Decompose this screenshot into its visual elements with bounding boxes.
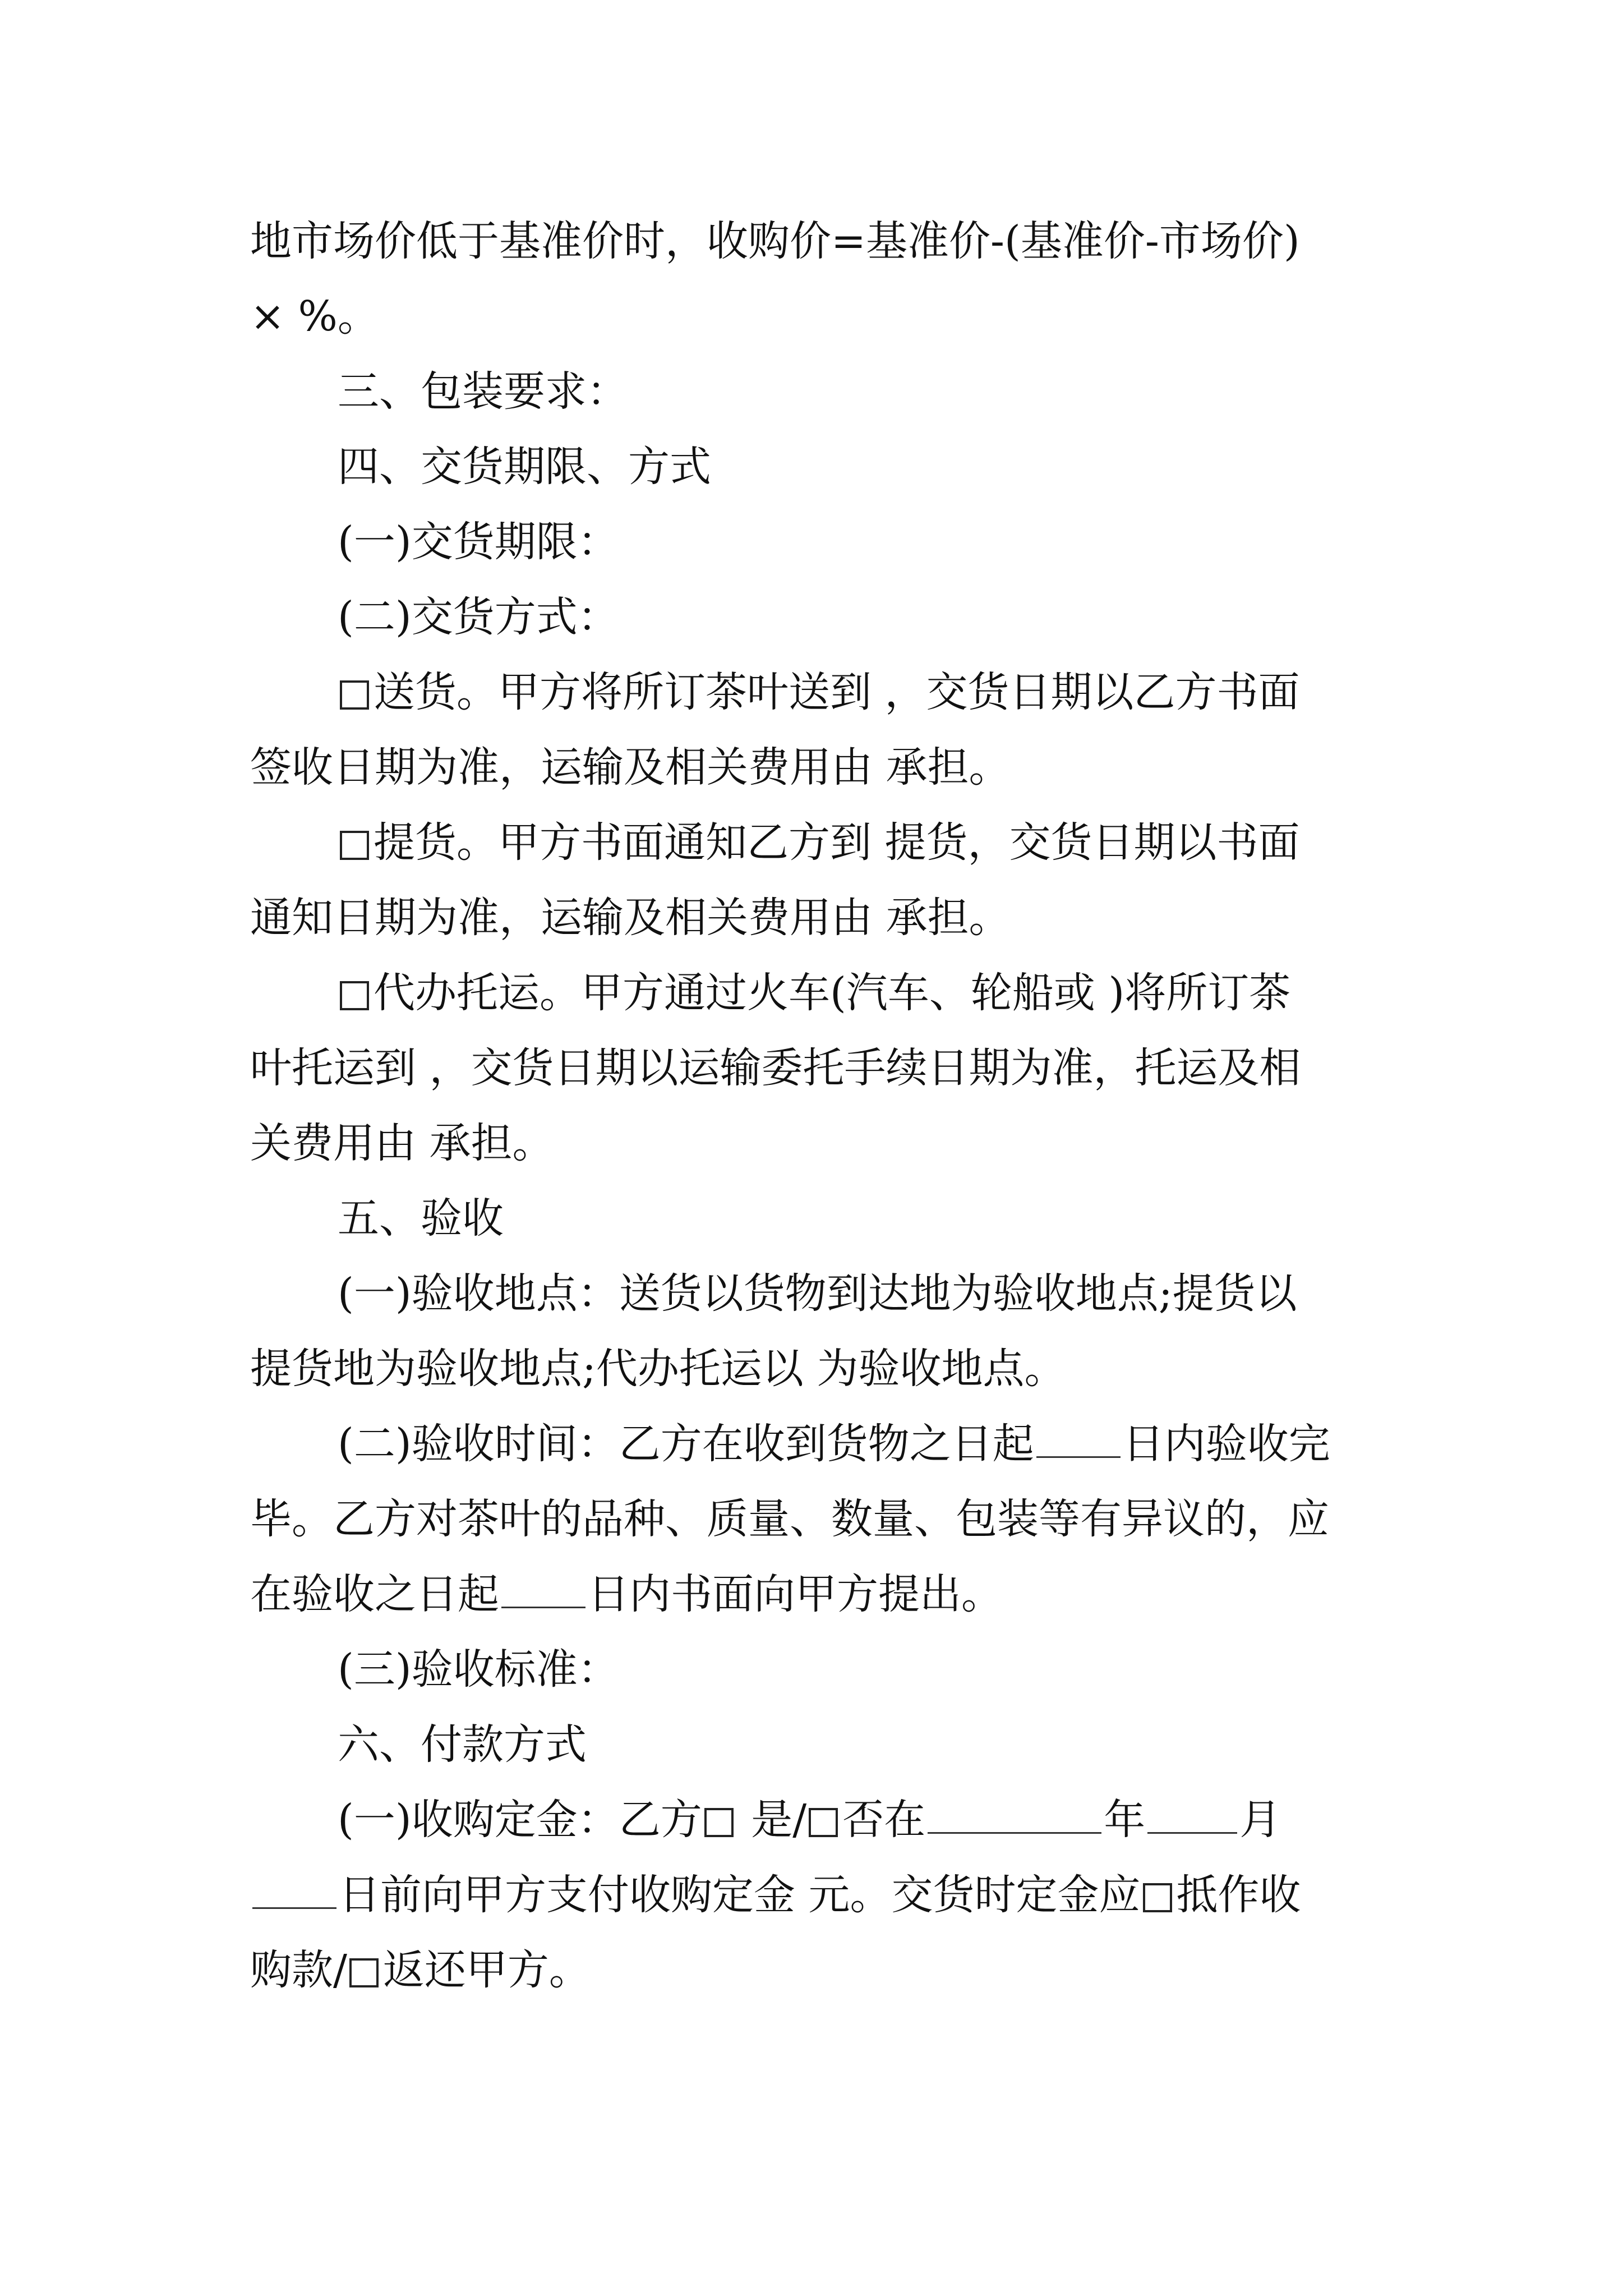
paragraph-line: [250, 1406, 1377, 1481]
checkbox[interactable]: [340, 680, 369, 710]
text-segment: 在验收之日起: [250, 1570, 499, 1618]
checkbox[interactable]: [704, 1808, 734, 1837]
paragraph-line: [250, 1557, 1377, 1632]
text-segment: 否在: [842, 1796, 926, 1844]
option-consignment: [250, 955, 1377, 1030]
text-segment: 是/: [737, 1796, 807, 1844]
option-text: 送货。甲方将所订茶叶送到 ，交货日期以乙方书面: [374, 668, 1300, 716]
option-delivery: [250, 655, 1377, 730]
blank-field[interactable]: [501, 1571, 585, 1608]
paragraph-line: [250, 1857, 1377, 1932]
checkbox[interactable]: [809, 1808, 838, 1837]
document-body: [250, 204, 1377, 2008]
paragraph-line: 地市场价低于基准价时，收购价=基准价-(基准价-市场价): [250, 217, 1300, 265]
section-heading: 三、包装要求：: [338, 367, 628, 416]
section-heading: 四、交货期限、方式: [338, 443, 711, 491]
blank-field-year[interactable]: [928, 1796, 1101, 1834]
subsection-heading: (一)交货期限：: [338, 518, 619, 566]
paragraph-line: 毕。乙方对茶叶的品种、质量、数量、包装等有异议的，应: [250, 1495, 1329, 1543]
text-segment: 日前向甲方支付收购定金 元。交货时定金应: [339, 1871, 1141, 1919]
text-segment: 购款/: [250, 1946, 347, 1994]
checkbox[interactable]: [340, 831, 369, 860]
text-segment: 年: [1104, 1796, 1146, 1844]
paragraph-line: 通知日期为准，运输及相关费用由 承担。: [250, 894, 1011, 942]
option-text: 代办托运。甲方通过火车(汽车、轮船或 )将所订茶: [374, 969, 1291, 1017]
paragraph-line: [250, 1932, 1377, 2008]
paragraph-line: 提货地为验收地点;代办托运以 为验收地点。: [250, 1345, 1066, 1393]
text-segment: 抵作收: [1176, 1871, 1301, 1919]
option-pickup: [250, 805, 1377, 880]
section-heading: 六、付款方式: [338, 1720, 587, 1769]
paragraph-line: 叶托运到 ，交货日期以运输委托手续日期为准，托运及相: [250, 1044, 1301, 1092]
subsection-heading: (三)验收标准：: [338, 1645, 619, 1694]
option-text: 提货。甲方书面通知乙方到 提货，交货日期以书面: [374, 818, 1300, 867]
checkbox[interactable]: [340, 981, 369, 1010]
text-segment: 月: [1239, 1796, 1281, 1844]
paragraph-line: 签收日期为准，运输及相关费用由 承担。: [250, 743, 1011, 792]
section-heading: 五、验收: [338, 1194, 504, 1243]
paragraph-line: (一)验收地点：送货以货物到达地为验收地点;提货以: [338, 1269, 1297, 1318]
blank-field-month[interactable]: [1147, 1796, 1237, 1834]
text-segment: 返还甲方。: [382, 1946, 591, 1994]
checkbox[interactable]: [1143, 1883, 1172, 1912]
blank-field[interactable]: [1036, 1420, 1121, 1458]
blank-field-day[interactable]: [252, 1871, 336, 1909]
text-segment: (一)收购定金：乙方: [338, 1796, 702, 1844]
paragraph-line: × %。: [250, 292, 379, 341]
text-segment: 日内书面向甲方提出。: [588, 1570, 1003, 1618]
text-segment: (二)验收时间：乙方在收到货物之日起: [338, 1420, 1034, 1468]
text-segment: 日内验收完: [1122, 1420, 1330, 1468]
checkbox[interactable]: [349, 1958, 379, 1987]
paragraph-line: [250, 1782, 1377, 1857]
paragraph-line: 关费用由 承担。: [250, 1119, 554, 1167]
subsection-heading: (二)交货方式：: [338, 593, 619, 641]
